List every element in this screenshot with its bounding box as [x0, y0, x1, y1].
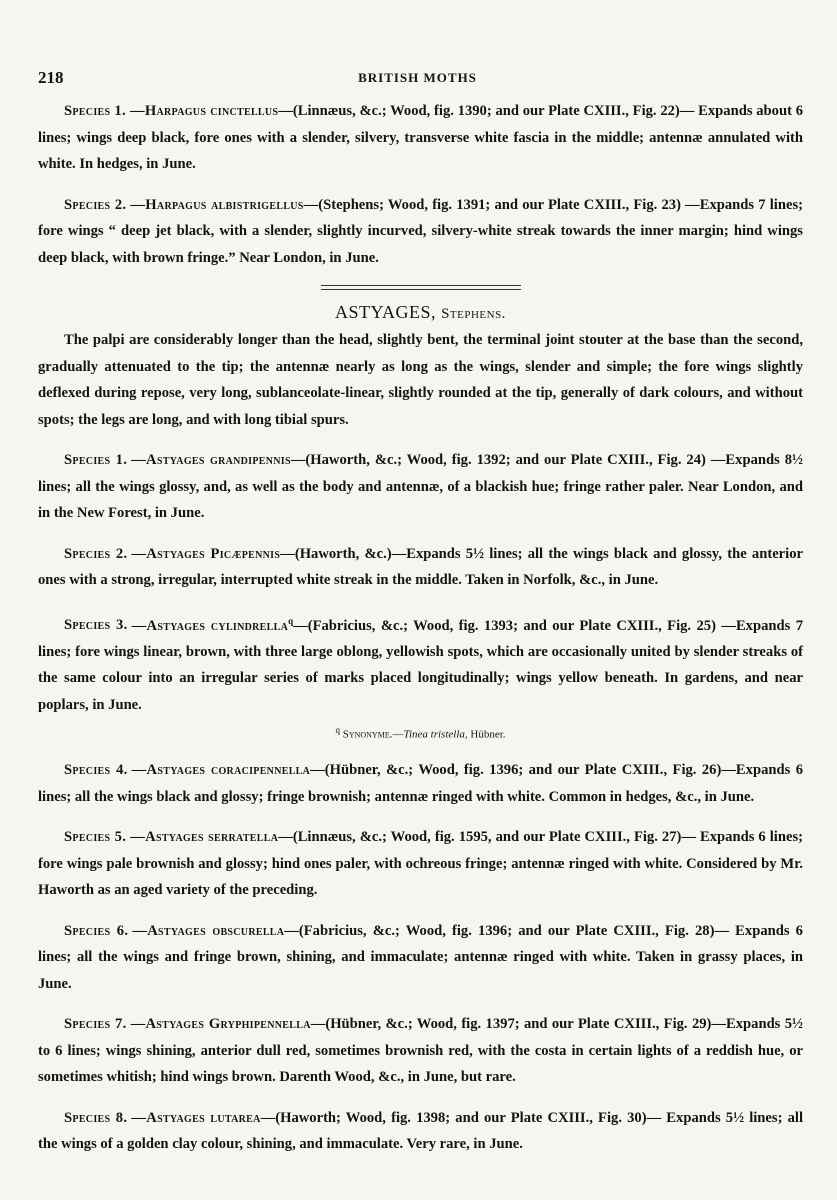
species-name: —Harpagus cinctellus [129, 103, 279, 119]
species-label: Species 6. [64, 922, 129, 939]
species-entry [38, 824, 803, 904]
species-text: —(Stephens; Wood, fig. 1391; and our Plate CXIII., Fig. 23) —Expands 7 lines; fore wings “ deep jet black, with a slender, slightly incurved, silvery-white streak towards the inner margin; hind wings deep black, with brown fringe.” Near London, in June. [38, 196, 803, 266]
species-name: —Astyages lutarea [131, 1109, 261, 1126]
species-label: Species 7. [64, 1016, 127, 1033]
species-label: Species 5. [64, 829, 127, 846]
page-header [38, 68, 797, 90]
species-entry [38, 608, 803, 719]
species-text: —(Hübner, &c.; Wood, fig. 1396; and our Plate CXIII., Fig. 26)—Expands 6 lines; all the wings black and glossy; fringe brownish; antennæ ringed with white. Common in hedges, &c., in June. [38, 762, 803, 805]
species-name: —Astyages coracipennella [131, 762, 311, 779]
species-label: Species 3. [64, 617, 128, 634]
species-name: —Astyages cylindrella [131, 617, 289, 634]
species-text: —(Haworth; Wood, fig. 1398; and our Plate CXIII., Fig. 30)— Expands 5½ lines; all the wings of a golden clay colour, shining, and immaculate. Very rare, in June. [38, 1109, 803, 1153]
page-content [38, 98, 803, 1172]
species-label: Species 1. [64, 452, 128, 468]
species-label: Species 1. [64, 103, 126, 119]
species-entry [38, 447, 803, 527]
species-name: —Astyages serratella [130, 829, 279, 846]
footnote-mark: q [288, 615, 294, 626]
species-text: —(Hübner, &c.; Wood, fig. 1397; and our Plate CXIII., Fig. 29)—Expands 5½ to 6 lines; wings shining, anterior dull red, sometimes brownish red, with the costa in certain lights of a reddish hue, or sometimes whitish; hind wings brown. Darenth Wood, &c., in June, but rare. [38, 1016, 803, 1086]
species-text: —(Haworth, &c.)—Expands 5½ lines; all the wings black and glossy, the anterior ones with a strong, irregular, interrupted white streak in the middle. Taken in Norfolk, &c., in June. [38, 545, 803, 588]
species-label: Species 2. [64, 545, 128, 562]
species-entry [38, 541, 803, 594]
species-text: —(Linnæus, &c.; Wood, fig. 1595, and our Plate CXIII., Fig. 27)— Expands 6 lines; fore wings pale brownish and glossy; hind ones paler, with ochreous fringe; antennæ ringed with white. Considered by Mr. Haworth as an aged variety of the preceding. [38, 829, 803, 899]
species-entry [38, 1105, 803, 1158]
species-entry [38, 757, 803, 810]
footnote-author: Hübner. [470, 729, 506, 742]
running-title: BRITISH MOTHS [358, 70, 477, 85]
footnote-name: Tinea tristella, [403, 729, 468, 742]
species-name: —Astyages Picæpennis [131, 545, 281, 562]
footnote-label: Synonyme.— [342, 729, 404, 742]
species-name: —Astyages obscurella [132, 922, 285, 939]
species-entry [38, 918, 803, 998]
genus-author: Stephens. [441, 306, 506, 322]
genus-heading [38, 302, 803, 323]
species-label: Species 8. [64, 1109, 128, 1126]
species-entry [38, 192, 803, 272]
species-entry [38, 98, 803, 178]
species-entry [38, 1011, 803, 1091]
species-label: Species 4. [64, 762, 128, 779]
species-text: —(Fabricius, &c.; Wood, fig. 1396; and our Plate CXIII., Fig. 28)— Expands 6 lines; all the wings and fringe brown, shining, and immaculate; antennæ ringed with white. Taken in grassy places, in June. [38, 922, 803, 992]
species-label: Species 2. [64, 196, 127, 213]
species-name: —Harpagus albistrigellus [130, 196, 304, 213]
species-text: —(Fabricius, &c.; Wood, fig. 1393; and our Plate CXIII., Fig. 25) —Expands 7 lines; fore wings linear, brown, with three large oblong, yellowish spots, which are occasionally united by slender streaks of the same colour into an irregular series of marks placed longitudinally; wings yellow beneath. In gardens, and near poplars, in June. [38, 617, 803, 713]
species-text: —(Linnæus, &c.; Wood, fig. 1390; and our Plate CXIII., Fig. 22)— Expands about 6 lines; wings deep black, fore ones with a slender, silvery, transverse white fascia in the middle; antennæ annulated with white. In hedges, in June. [38, 103, 803, 172]
genus-description: The palpi are considerably longer than the head, slightly bent, the terminal joint stouter at the base than the second, gradually attenuated to the tip; the antennæ nearly as long as the wings, slender and simple; the fore wings slightly deflexed during repose, very long, sublanceolate-linear, slightly rounded at the tip, generally of dark colours, and without spots; the legs are long, and with long tibial spurs. [38, 332, 803, 428]
species-text: —(Haworth, &c.; Wood, fig. 1392; and our Plate CXIII., Fig. 24) —Expands 8½ lines; all the wings glossy, and, as well as the body and antennæ, of a blackish hue; fringe rather paler. Near London, and in the New Forest, in June. [38, 452, 803, 521]
page-number: 218 [38, 68, 64, 87]
footnote [38, 722, 803, 743]
section-divider [321, 285, 521, 290]
genus-name: ASTYAGES, [335, 302, 437, 322]
footnote-mark: q [335, 725, 340, 736]
species-name: —Astyages Gryphipennella [130, 1016, 311, 1033]
species-name: —Astyages grandipennis [131, 452, 291, 468]
